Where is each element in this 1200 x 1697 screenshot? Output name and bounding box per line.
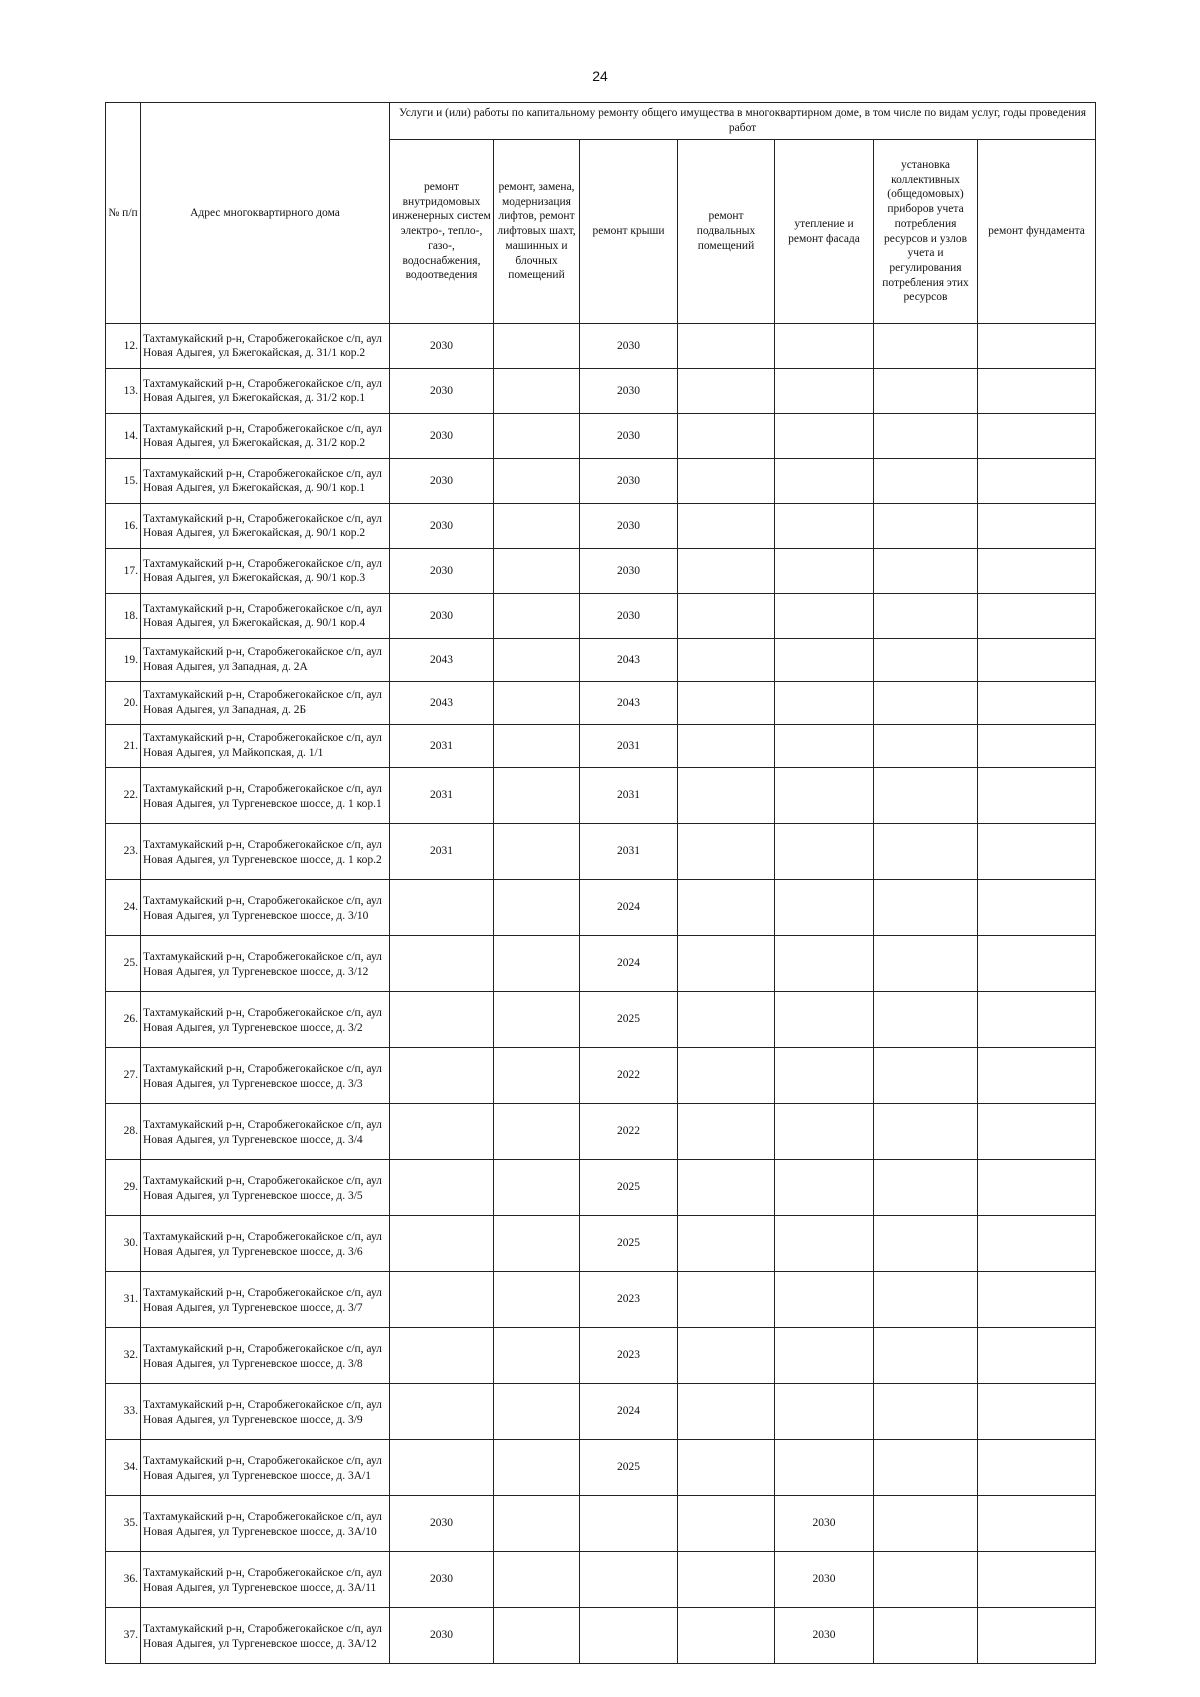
table-row bbox=[106, 824, 1096, 880]
row-year-cell: 2031 bbox=[390, 824, 494, 880]
row-year-cell: 2030 bbox=[390, 459, 494, 504]
header-engineering-systems: ремонт внутридомовых инженерных систем электро-, тепло-, газо-, водоснабжения, водоотведения bbox=[390, 140, 494, 324]
row-year-cell bbox=[678, 1104, 775, 1160]
header-basement: ремонт подвальных помещений bbox=[678, 140, 775, 324]
row-year-cell bbox=[494, 1160, 580, 1216]
header-address: Адрес многоквартирного дома bbox=[141, 103, 390, 324]
row-year-cell bbox=[678, 504, 775, 549]
row-address: Тахтамукайский р-н, Старобжегокайское с/п, аул Новая Адыгея, ул Бжегокайская, д. 31/2 кор.1 bbox=[141, 369, 390, 414]
row-number: 29. bbox=[106, 1160, 141, 1216]
row-number: 17. bbox=[106, 549, 141, 594]
table-row bbox=[106, 682, 1096, 725]
row-number: 19. bbox=[106, 639, 141, 682]
row-number: 36. bbox=[106, 1552, 141, 1608]
row-address: Тахтамукайский р-н, Старобжегокайское с/п, аул Новая Адыгея, ул Тургеневское шоссе, д. 3/9 bbox=[141, 1384, 390, 1440]
row-year-cell bbox=[678, 682, 775, 725]
row-year-cell bbox=[494, 459, 580, 504]
row-year-cell bbox=[678, 1272, 775, 1328]
row-year-cell: 2030 bbox=[390, 504, 494, 549]
row-year-cell bbox=[978, 1384, 1096, 1440]
table-row bbox=[106, 1552, 1096, 1608]
row-address: Тахтамукайский р-н, Старобжегокайское с/п, аул Новая Адыгея, ул Бжегокайская, д. 90/1 кор.3 bbox=[141, 549, 390, 594]
row-address: Тахтамукайский р-н, Старобжегокайское с/п, аул Новая Адыгея, ул Бжегокайская, д. 90/1 кор.2 bbox=[141, 504, 390, 549]
row-year-cell bbox=[678, 1216, 775, 1272]
row-year-cell: 2043 bbox=[390, 682, 494, 725]
row-year-cell bbox=[978, 1272, 1096, 1328]
row-address: Тахтамукайский р-н, Старобжегокайское с/п, аул Новая Адыгея, ул Тургеневское шоссе, д. 3/5 bbox=[141, 1160, 390, 1216]
row-address: Тахтамукайский р-н, Старобжегокайское с/п, аул Новая Адыгея, ул Тургеневское шоссе, д. 3/7 bbox=[141, 1272, 390, 1328]
row-year-cell bbox=[978, 880, 1096, 936]
row-year-cell bbox=[775, 504, 874, 549]
table-row bbox=[106, 1328, 1096, 1384]
row-year-cell bbox=[775, 324, 874, 369]
row-address: Тахтамукайский р-н, Старобжегокайское с/п, аул Новая Адыгея, ул Тургеневское шоссе, д. 3/10 bbox=[141, 880, 390, 936]
row-year-cell bbox=[978, 1496, 1096, 1552]
row-year-cell: 2030 bbox=[580, 459, 678, 504]
row-year-cell: 2030 bbox=[390, 1496, 494, 1552]
table-row bbox=[106, 1496, 1096, 1552]
row-year-cell bbox=[390, 1328, 494, 1384]
row-year-cell bbox=[678, 880, 775, 936]
row-year-cell: 2030 bbox=[580, 414, 678, 459]
row-year-cell bbox=[678, 459, 775, 504]
row-year-cell bbox=[874, 324, 978, 369]
row-year-cell bbox=[978, 639, 1096, 682]
row-address: Тахтамукайский р-н, Старобжегокайское с/п, аул Новая Адыгея, ул Майкопская, д. 1/1 bbox=[141, 725, 390, 768]
row-year-cell bbox=[580, 1608, 678, 1664]
row-year-cell bbox=[978, 936, 1096, 992]
row-year-cell bbox=[874, 1048, 978, 1104]
row-address: Тахтамукайский р-н, Старобжегокайское с/п, аул Новая Адыгея, ул Тургеневское шоссе, д. 3/3 bbox=[141, 1048, 390, 1104]
row-address: Тахтамукайский р-н, Старобжегокайское с/п, аул Новая Адыгея, ул Западная, д. 2А bbox=[141, 639, 390, 682]
row-year-cell bbox=[678, 1328, 775, 1384]
row-year-cell bbox=[775, 768, 874, 824]
row-year-cell bbox=[874, 1440, 978, 1496]
row-year-cell bbox=[874, 369, 978, 414]
row-year-cell: 2022 bbox=[580, 1104, 678, 1160]
row-year-cell bbox=[775, 1160, 874, 1216]
row-number: 33. bbox=[106, 1384, 141, 1440]
row-year-cell bbox=[678, 1496, 775, 1552]
row-year-cell bbox=[494, 639, 580, 682]
row-year-cell bbox=[978, 1328, 1096, 1384]
row-year-cell bbox=[494, 414, 580, 459]
header-services-group: Услуги и (или) работы по капитальному ремонту общего имущества в многоквартирном доме, в том числе по видам услуг, годы проведения работ bbox=[390, 103, 1096, 140]
row-year-cell: 2031 bbox=[580, 725, 678, 768]
row-year-cell bbox=[978, 768, 1096, 824]
row-year-cell bbox=[874, 1104, 978, 1160]
row-number: 15. bbox=[106, 459, 141, 504]
row-year-cell bbox=[874, 824, 978, 880]
row-year-cell: 2025 bbox=[580, 1216, 678, 1272]
row-year-cell bbox=[978, 1160, 1096, 1216]
row-address: Тахтамукайский р-н, Старобжегокайское с/п, аул Новая Адыгея, ул Бжегокайская, д. 90/1 кор.1 bbox=[141, 459, 390, 504]
row-year-cell: 2024 bbox=[580, 880, 678, 936]
row-year-cell bbox=[775, 459, 874, 504]
row-year-cell bbox=[678, 1440, 775, 1496]
row-year-cell bbox=[494, 824, 580, 880]
row-year-cell bbox=[775, 725, 874, 768]
row-year-cell bbox=[494, 1048, 580, 1104]
row-year-cell bbox=[580, 1496, 678, 1552]
row-year-cell bbox=[678, 936, 775, 992]
row-number: 21. bbox=[106, 725, 141, 768]
row-year-cell bbox=[775, 880, 874, 936]
row-year-cell: 2030 bbox=[390, 549, 494, 594]
row-year-cell bbox=[494, 1440, 580, 1496]
row-year-cell bbox=[494, 725, 580, 768]
row-year-cell: 2031 bbox=[390, 725, 494, 768]
row-year-cell bbox=[978, 414, 1096, 459]
row-year-cell bbox=[775, 1048, 874, 1104]
table-row bbox=[106, 936, 1096, 992]
row-year-cell bbox=[874, 639, 978, 682]
row-year-cell bbox=[678, 1608, 775, 1664]
row-year-cell bbox=[390, 1160, 494, 1216]
header-elevators: ремонт, замена, модернизация лифтов, ремонт лифтовых шахт, машинных и блочных помещений bbox=[494, 140, 580, 324]
row-year-cell: 2023 bbox=[580, 1272, 678, 1328]
table-row bbox=[106, 880, 1096, 936]
row-year-cell bbox=[678, 549, 775, 594]
row-year-cell: 2043 bbox=[390, 639, 494, 682]
row-year-cell bbox=[874, 768, 978, 824]
row-year-cell: 2030 bbox=[390, 414, 494, 459]
row-year-cell bbox=[390, 1440, 494, 1496]
row-year-cell bbox=[775, 549, 874, 594]
row-year-cell: 2022 bbox=[580, 1048, 678, 1104]
table-row bbox=[106, 639, 1096, 682]
row-year-cell bbox=[978, 459, 1096, 504]
table-row bbox=[106, 369, 1096, 414]
row-year-cell bbox=[775, 992, 874, 1048]
row-year-cell: 2030 bbox=[580, 549, 678, 594]
row-year-cell bbox=[494, 768, 580, 824]
row-year-cell bbox=[390, 1384, 494, 1440]
row-year-cell: 2030 bbox=[775, 1496, 874, 1552]
row-address: Тахтамукайский р-н, Старобжегокайское с/п, аул Новая Адыгея, ул Тургеневское шоссе, д. 3/8 bbox=[141, 1328, 390, 1384]
row-year-cell bbox=[874, 414, 978, 459]
table-row bbox=[106, 594, 1096, 639]
header-roof: ремонт крыши bbox=[580, 140, 678, 324]
table-row bbox=[106, 324, 1096, 369]
row-number: 18. bbox=[106, 594, 141, 639]
row-year-cell bbox=[874, 992, 978, 1048]
row-year-cell bbox=[494, 549, 580, 594]
row-year-cell: 2030 bbox=[775, 1552, 874, 1608]
row-address: Тахтамукайский р-н, Старобжегокайское с/п, аул Новая Адыгея, ул Тургеневское шоссе, д. 3А/1 bbox=[141, 1440, 390, 1496]
row-number: 22. bbox=[106, 768, 141, 824]
row-year-cell: 2025 bbox=[580, 992, 678, 1048]
row-year-cell bbox=[775, 1384, 874, 1440]
row-address: Тахтамукайский р-н, Старобжегокайское с/п, аул Новая Адыгея, ул Тургеневское шоссе, д. 3/6 bbox=[141, 1216, 390, 1272]
row-year-cell bbox=[494, 1104, 580, 1160]
row-year-cell bbox=[978, 1216, 1096, 1272]
row-year-cell bbox=[494, 1552, 580, 1608]
row-address: Тахтамукайский р-н, Старобжегокайское с/п, аул Новая Адыгея, ул Тургеневское шоссе, д. 3/12 bbox=[141, 936, 390, 992]
row-year-cell bbox=[775, 594, 874, 639]
row-year-cell bbox=[494, 880, 580, 936]
header-num: № п/п bbox=[106, 103, 141, 324]
row-year-cell bbox=[874, 594, 978, 639]
row-year-cell bbox=[775, 414, 874, 459]
row-number: 23. bbox=[106, 824, 141, 880]
row-year-cell bbox=[978, 549, 1096, 594]
row-year-cell bbox=[494, 1496, 580, 1552]
row-year-cell bbox=[874, 1552, 978, 1608]
row-year-cell: 2030 bbox=[580, 324, 678, 369]
row-year-cell: 2023 bbox=[580, 1328, 678, 1384]
row-number: 25. bbox=[106, 936, 141, 992]
row-year-cell: 2043 bbox=[580, 682, 678, 725]
row-year-cell bbox=[978, 725, 1096, 768]
row-year-cell bbox=[390, 1216, 494, 1272]
row-year-cell bbox=[874, 1160, 978, 1216]
row-year-cell bbox=[874, 549, 978, 594]
row-year-cell: 2030 bbox=[390, 594, 494, 639]
header-foundation: ремонт фундамента bbox=[978, 140, 1096, 324]
row-year-cell bbox=[874, 504, 978, 549]
row-year-cell: 2024 bbox=[580, 1384, 678, 1440]
row-number: 35. bbox=[106, 1496, 141, 1552]
header-meters: установка коллективных (общедомовых) приборов учета потребления ресурсов и узлов учета и регулирования потребления этих ресурсов bbox=[874, 140, 978, 324]
table-row bbox=[106, 1384, 1096, 1440]
row-year-cell bbox=[678, 824, 775, 880]
row-year-cell bbox=[678, 725, 775, 768]
row-year-cell bbox=[678, 369, 775, 414]
table-row bbox=[106, 1272, 1096, 1328]
row-number: 20. bbox=[106, 682, 141, 725]
table-row bbox=[106, 504, 1096, 549]
row-year-cell bbox=[874, 725, 978, 768]
row-year-cell bbox=[775, 936, 874, 992]
row-year-cell bbox=[494, 1328, 580, 1384]
row-year-cell: 2024 bbox=[580, 936, 678, 992]
row-year-cell bbox=[494, 1216, 580, 1272]
row-year-cell bbox=[775, 1216, 874, 1272]
row-number: 16. bbox=[106, 504, 141, 549]
row-year-cell bbox=[678, 594, 775, 639]
row-year-cell bbox=[978, 1104, 1096, 1160]
row-number: 32. bbox=[106, 1328, 141, 1384]
row-year-cell bbox=[494, 936, 580, 992]
row-number: 37. bbox=[106, 1608, 141, 1664]
table-row bbox=[106, 1608, 1096, 1664]
row-year-cell bbox=[494, 1384, 580, 1440]
row-year-cell: 2030 bbox=[580, 594, 678, 639]
row-year-cell bbox=[678, 639, 775, 682]
row-year-cell bbox=[494, 992, 580, 1048]
row-year-cell: 2031 bbox=[390, 768, 494, 824]
row-year-cell: 2031 bbox=[580, 768, 678, 824]
row-year-cell bbox=[775, 1328, 874, 1384]
row-year-cell bbox=[775, 639, 874, 682]
row-address: Тахтамукайский р-н, Старобжегокайское с/п, аул Новая Адыгея, ул Бжегокайская, д. 90/1 кор.4 bbox=[141, 594, 390, 639]
row-year-cell bbox=[678, 1048, 775, 1104]
row-year-cell bbox=[678, 1552, 775, 1608]
row-number: 28. bbox=[106, 1104, 141, 1160]
row-year-cell bbox=[874, 936, 978, 992]
row-year-cell bbox=[978, 1048, 1096, 1104]
row-year-cell: 2043 bbox=[580, 639, 678, 682]
row-year-cell bbox=[978, 824, 1096, 880]
row-year-cell bbox=[494, 504, 580, 549]
row-number: 31. bbox=[106, 1272, 141, 1328]
row-year-cell bbox=[874, 1272, 978, 1328]
row-year-cell bbox=[390, 1272, 494, 1328]
table-row bbox=[106, 1048, 1096, 1104]
table-row bbox=[106, 459, 1096, 504]
row-year-cell bbox=[874, 459, 978, 504]
row-number: 13. bbox=[106, 369, 141, 414]
row-year-cell bbox=[874, 1496, 978, 1552]
row-number: 34. bbox=[106, 1440, 141, 1496]
row-year-cell bbox=[494, 369, 580, 414]
table-row bbox=[106, 992, 1096, 1048]
page-number: 24 bbox=[592, 68, 608, 84]
row-year-cell bbox=[390, 992, 494, 1048]
row-address: Тахтамукайский р-н, Старобжегокайское с/п, аул Новая Адыгея, ул Тургеневское шоссе, д. 3А/11 bbox=[141, 1552, 390, 1608]
table-row bbox=[106, 414, 1096, 459]
table-row bbox=[106, 1160, 1096, 1216]
row-year-cell bbox=[580, 1552, 678, 1608]
row-year-cell bbox=[678, 1160, 775, 1216]
row-year-cell bbox=[775, 1440, 874, 1496]
row-address: Тахтамукайский р-н, Старобжегокайское с/п, аул Новая Адыгея, ул Тургеневское шоссе, д. 1 кор.1 bbox=[141, 768, 390, 824]
row-year-cell: 2030 bbox=[390, 1552, 494, 1608]
row-year-cell bbox=[494, 594, 580, 639]
row-address: Тахтамукайский р-н, Старобжегокайское с/п, аул Новая Адыгея, ул Тургеневское шоссе, д. 3А/10 bbox=[141, 1496, 390, 1552]
row-year-cell bbox=[978, 1552, 1096, 1608]
row-year-cell: 2030 bbox=[390, 369, 494, 414]
row-year-cell: 2030 bbox=[580, 369, 678, 414]
table-row bbox=[106, 725, 1096, 768]
row-year-cell bbox=[678, 414, 775, 459]
row-year-cell bbox=[978, 992, 1096, 1048]
row-address: Тахтамукайский р-н, Старобжегокайское с/п, аул Новая Адыгея, ул Западная, д. 2Б bbox=[141, 682, 390, 725]
row-year-cell bbox=[978, 324, 1096, 369]
row-year-cell bbox=[874, 1608, 978, 1664]
row-year-cell bbox=[678, 1384, 775, 1440]
row-year-cell bbox=[978, 1608, 1096, 1664]
row-address: Тахтамукайский р-н, Старобжегокайское с/п, аул Новая Адыгея, ул Тургеневское шоссе, д. 3/2 bbox=[141, 992, 390, 1048]
row-year-cell bbox=[775, 682, 874, 725]
row-year-cell bbox=[775, 824, 874, 880]
row-year-cell: 2030 bbox=[580, 504, 678, 549]
row-address: Тахтамукайский р-н, Старобжегокайское с/п, аул Новая Адыгея, ул Тургеневское шоссе, д. 3/4 bbox=[141, 1104, 390, 1160]
row-year-cell bbox=[874, 682, 978, 725]
row-address: Тахтамукайский р-н, Старобжегокайское с/п, аул Новая Адыгея, ул Тургеневское шоссе, д. 3А/12 bbox=[141, 1608, 390, 1664]
row-year-cell bbox=[874, 880, 978, 936]
row-year-cell bbox=[775, 1272, 874, 1328]
table-row bbox=[106, 549, 1096, 594]
row-year-cell bbox=[874, 1328, 978, 1384]
row-year-cell bbox=[874, 1216, 978, 1272]
table-row bbox=[106, 1216, 1096, 1272]
table-row bbox=[106, 1104, 1096, 1160]
table-body bbox=[106, 324, 1096, 1664]
row-year-cell bbox=[494, 682, 580, 725]
row-year-cell: 2030 bbox=[775, 1608, 874, 1664]
row-year-cell bbox=[390, 880, 494, 936]
row-number: 24. bbox=[106, 880, 141, 936]
row-year-cell: 2031 bbox=[580, 824, 678, 880]
row-number: 26. bbox=[106, 992, 141, 1048]
row-year-cell bbox=[978, 504, 1096, 549]
row-year-cell bbox=[494, 1608, 580, 1664]
row-number: 14. bbox=[106, 414, 141, 459]
row-year-cell bbox=[494, 1272, 580, 1328]
row-address: Тахтамукайский р-н, Старобжегокайское с/п, аул Новая Адыгея, ул Бжегокайская, д. 31/1 кор.2 bbox=[141, 324, 390, 369]
row-year-cell bbox=[678, 324, 775, 369]
row-number: 27. bbox=[106, 1048, 141, 1104]
row-year-cell bbox=[390, 936, 494, 992]
row-year-cell bbox=[874, 1384, 978, 1440]
row-year-cell bbox=[775, 369, 874, 414]
row-year-cell bbox=[390, 1048, 494, 1104]
row-year-cell bbox=[494, 324, 580, 369]
table-row bbox=[106, 768, 1096, 824]
row-year-cell bbox=[678, 992, 775, 1048]
row-year-cell bbox=[978, 682, 1096, 725]
row-year-cell bbox=[978, 594, 1096, 639]
row-year-cell bbox=[775, 1104, 874, 1160]
capital-repair-table bbox=[105, 102, 1096, 1664]
row-year-cell: 2030 bbox=[390, 324, 494, 369]
row-year-cell bbox=[978, 1440, 1096, 1496]
table-row bbox=[106, 1440, 1096, 1496]
row-year-cell bbox=[678, 768, 775, 824]
row-number: 12. bbox=[106, 324, 141, 369]
row-year-cell: 2025 bbox=[580, 1440, 678, 1496]
row-number: 30. bbox=[106, 1216, 141, 1272]
row-address: Тахтамукайский р-н, Старобжегокайское с/п, аул Новая Адыгея, ул Тургеневское шоссе, д. 1 кор.2 bbox=[141, 824, 390, 880]
row-address: Тахтамукайский р-н, Старобжегокайское с/п, аул Новая Адыгея, ул Бжегокайская, д. 31/2 кор.2 bbox=[141, 414, 390, 459]
row-year-cell: 2030 bbox=[390, 1608, 494, 1664]
row-year-cell: 2025 bbox=[580, 1160, 678, 1216]
row-year-cell bbox=[390, 1104, 494, 1160]
header-facade: утепление и ремонт фасада bbox=[775, 140, 874, 324]
row-year-cell bbox=[978, 369, 1096, 414]
